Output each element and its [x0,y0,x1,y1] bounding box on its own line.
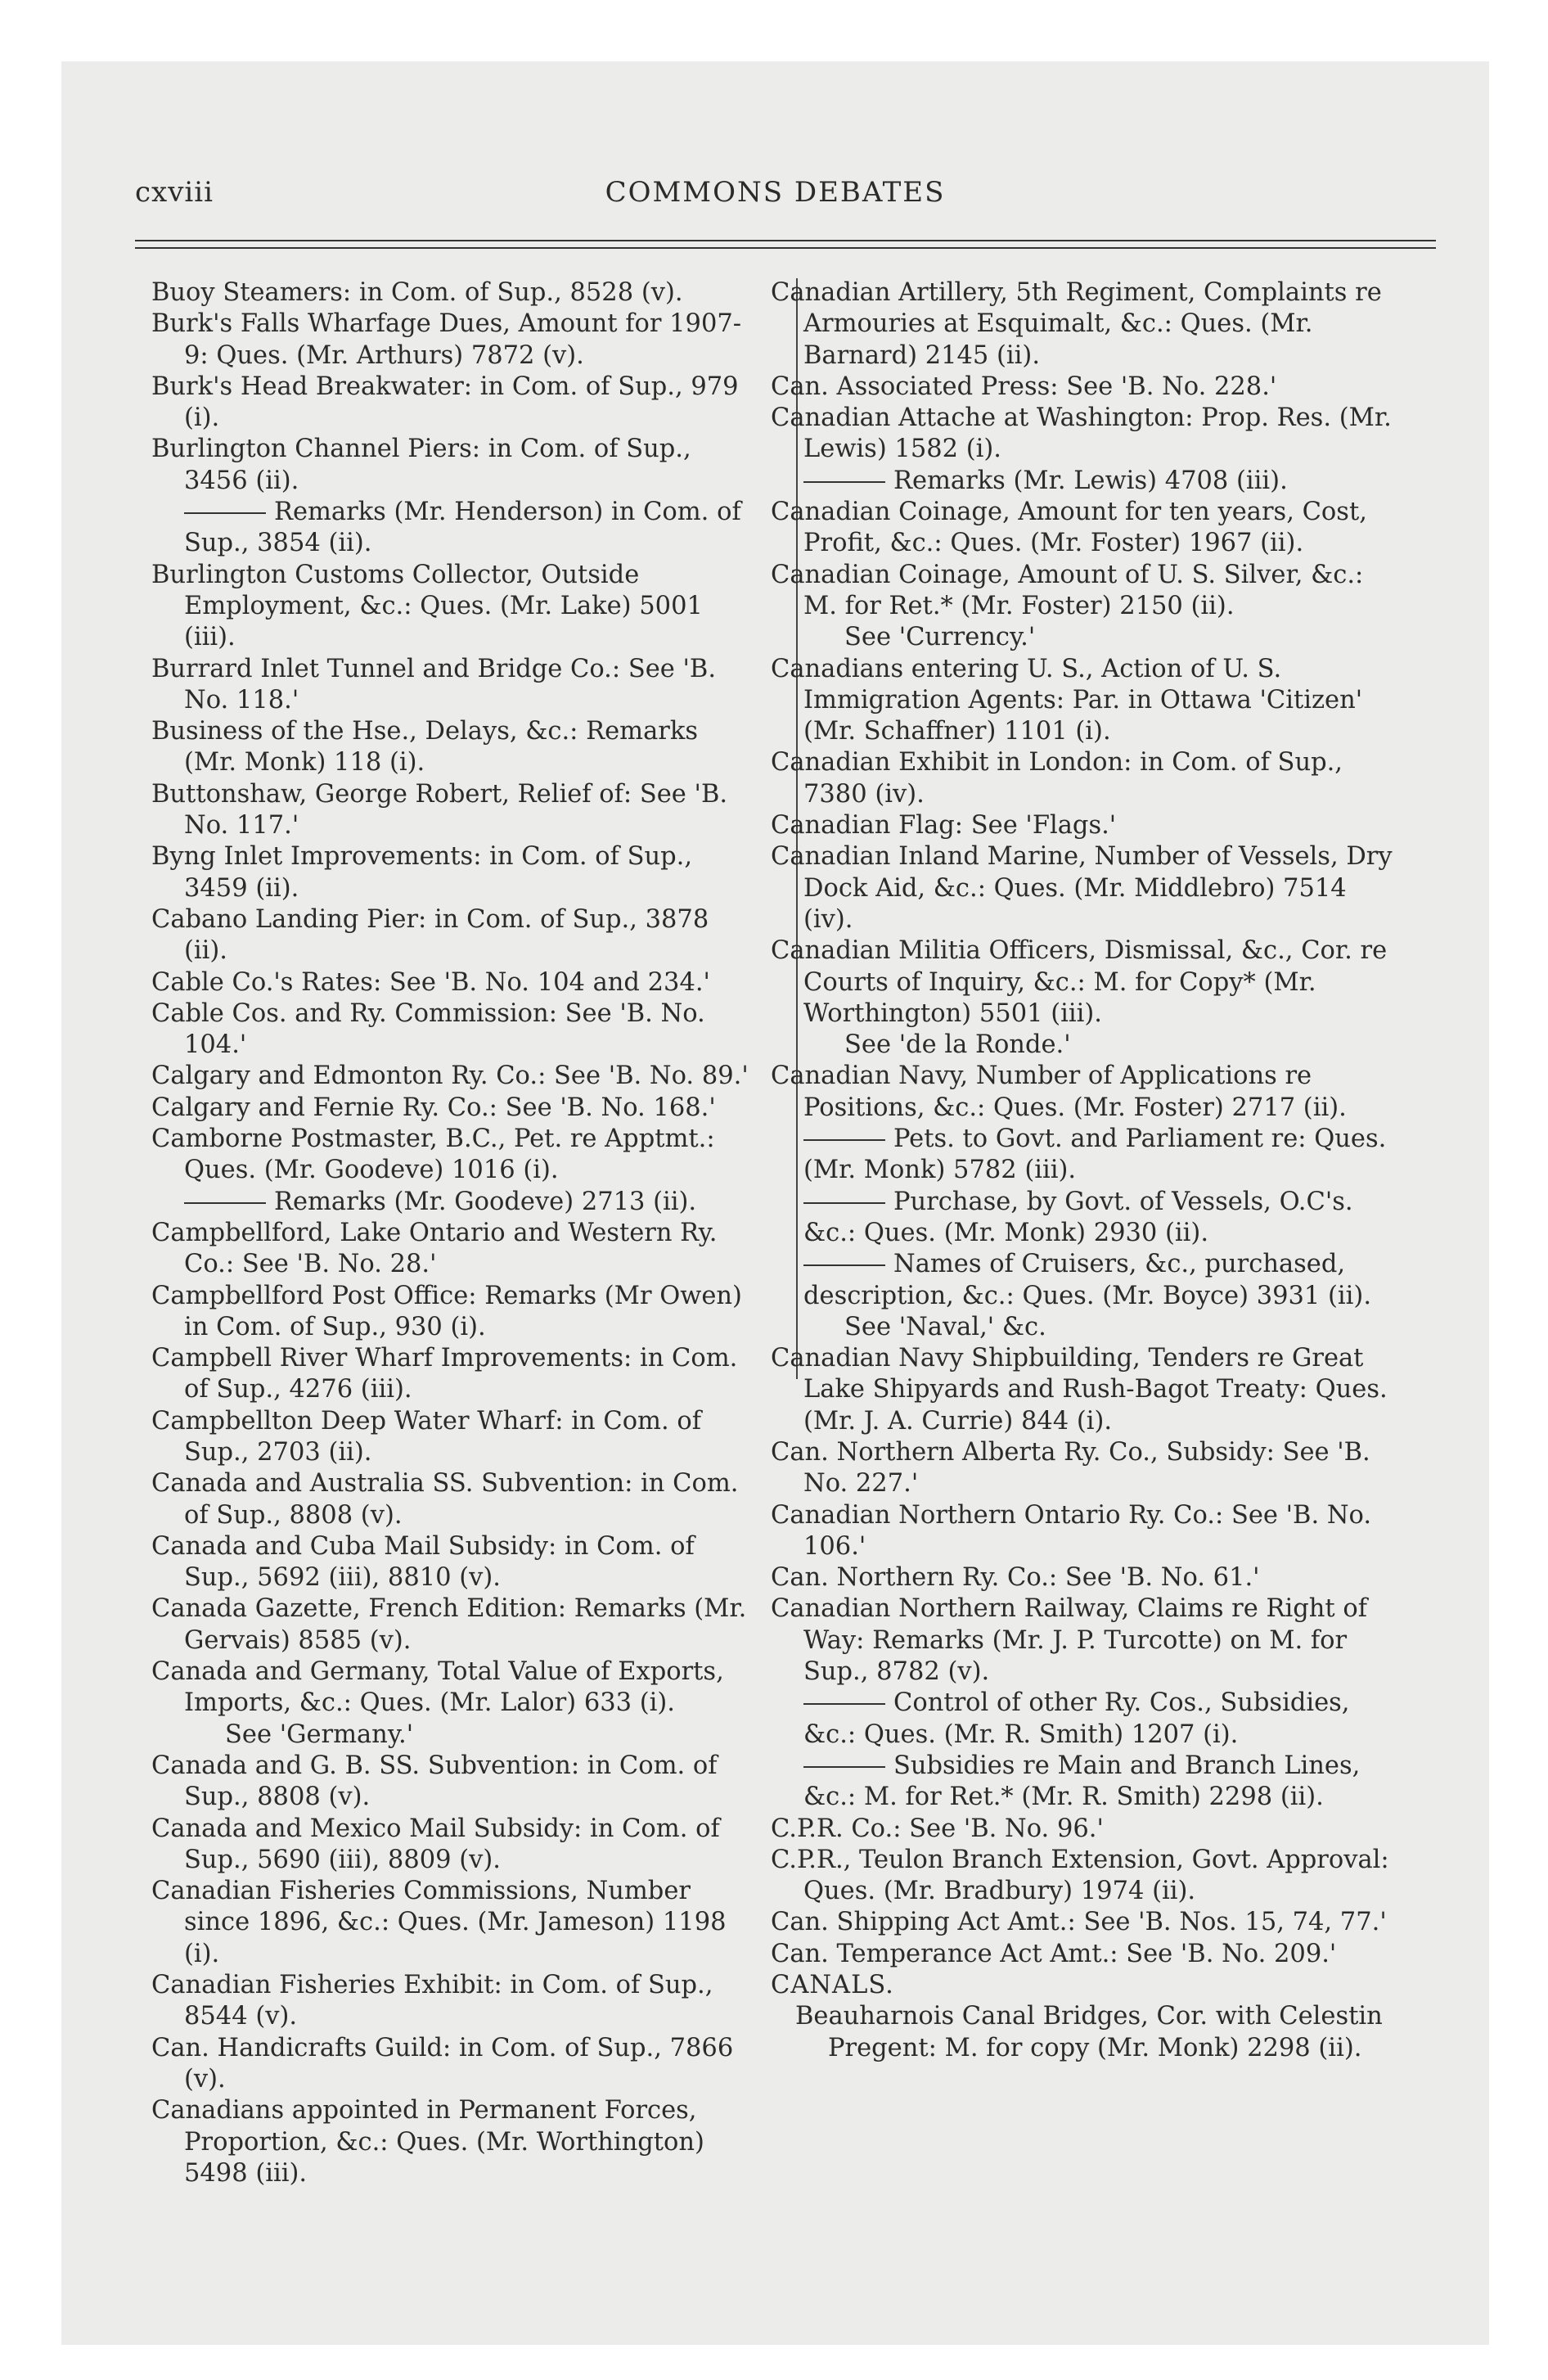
index-entry [151,998,757,1062]
entry-text: Campbellton Deep Water Wharf: in Com. of Sup., 2703 (ii). [151,1406,702,1467]
entry-text: CANALS. [771,1971,894,2000]
index-entry [771,1343,1393,1437]
entry-text: Canadian Northern Ontario Ry. Co.: See 'B. No. 106.' [771,1500,1372,1561]
entry-text: Canadian Navy Shipbuilding, Tenders re Great Lake Shipyards and Rush-Bagot Treaty: Ques. (Mr. J. A. Currie) 844 (i). [771,1344,1388,1436]
entry-text: Remarks (Mr. Henderson) in Com. of Sup., 3854 (ii). [184,498,741,558]
entry-text: Canadian Inland Marine, Number of Vessels, Dry Dock Aid, &c.: Ques. (Mr. Middlebro) 7514 (iv). [771,842,1393,934]
ditto-dash [803,1766,885,1768]
index-entry [771,935,1393,1030]
entry-text: Purchase, by Govt. of Vessels, O.C's. &c.: Ques. (Mr. Monk) 2930 (ii). [803,1187,1353,1247]
ditto-dash [803,1139,885,1141]
index-entry [151,1970,757,2033]
index-entry [771,1814,1393,1845]
entry-text: Can. Handicrafts Guild: in Com. of Sup., 7866 (v). [151,2033,734,2094]
index-subentry [151,1187,757,1218]
index-subentry [771,1688,1393,1751]
entry-text: Canadian Flag: See 'Flags.' [771,811,1117,841]
index-entry [151,277,757,309]
index-entry [151,1751,757,1814]
index-entry [151,309,757,372]
index-subentry [771,1751,1393,1814]
entry-text: Canada and Cuba Mail Subsidy: in Com. of Sup., 5692 (iii), 8810 (v). [151,1531,695,1593]
ditto-dash [803,1703,885,1705]
index-entry [151,434,757,497]
entry-text: Canada and Germany, Total Value of Exports, Imports, &c.: Ques. (Mr. Lalor) 633 (i). [151,1657,724,1718]
entry-text: Names of Cruisers, &c., purchased, description, &c.: Ques. (Mr. Boyce) 3931 (ii). [803,1250,1372,1310]
index-subentry [771,1124,1393,1187]
entry-text: Canada Gazette, French Edition: Remarks (Mr. Gervais) 8585 (v). [151,1594,747,1655]
entry-text: C.P.R., Teulon Branch Extension, Govt. Approval: Ques. (Mr. Bradbury) 1974 (ii). [771,1845,1389,1906]
index-subentry [771,466,1393,497]
entry-text: Canadian Exhibit in London: in Com. of Sup., 7380 (iv). [771,748,1343,809]
entry-text: Pets. to Govt. and Parliament re: Ques. (Mr. Monk) 5782 (iii). [803,1125,1387,1185]
index-entry [771,1907,1393,1938]
index-entry [151,1281,757,1344]
index-entry [151,1093,757,1124]
index-entry [151,1218,757,1281]
index-entry [151,779,757,842]
index-entry [771,654,1393,748]
left-column [151,277,757,2189]
entry-text: Cabano Landing Pier: in Com. of Sup., 3878 (ii). [151,904,709,966]
index-entry [151,1468,757,1531]
entry-text: Can. Associated Press: See 'B. No. 228.' [771,372,1277,401]
index-see-reference [771,1312,1393,1343]
running-title: COMMONS DEBATES [605,176,946,209]
index-entry [771,1939,1393,1970]
entry-text: Cable Co.'s Rates: See 'B. No. 104 and 234.' [151,967,710,997]
entry-text: Remarks (Mr. Goodeve) 2713 (ii). [274,1187,697,1216]
index-entry [151,1061,757,1092]
page-header [61,176,1489,225]
entry-text: Subsidies re Main and Branch Lines, &c.: M. for Ret.* (Mr. R. Smith) 2298 (ii). [803,1751,1361,1812]
header-rule-double [135,247,1436,249]
index-entry [771,1845,1393,1908]
index-see-reference [771,622,1393,653]
index-entry [151,560,757,654]
index-entry [151,1343,757,1406]
index-entry [771,277,1393,372]
ditto-dash [803,1264,885,1266]
index-entry [151,967,757,998]
ditto-dash [184,512,266,514]
index-entry [151,1657,757,1720]
entry-text: Remarks (Mr. Lewis) 4708 (iii). [893,466,1288,495]
index-entry [151,2033,757,2096]
index-entry [771,2001,1393,2064]
index-entry [151,2095,757,2189]
index-entry [151,904,757,967]
entry-text: Beauharnois Canal Bridges, Cor. with Celestin Pregent: M. for copy (Mr. Monk) 2298 (ii). [795,2002,1383,2062]
entry-text: Canadian Fisheries Exhibit: in Com. of Sup., 8544 (v). [151,1971,713,2031]
index-entry [151,1406,757,1469]
page [61,61,1489,2345]
index-heading [771,1970,1393,2001]
index-see-reference [151,1720,757,1751]
entry-text: Can. Northern Alberta Ry. Co., Subsidy: See 'B. No. 227.' [771,1437,1370,1499]
index-entry [771,403,1393,466]
index-subentry [771,1249,1393,1312]
entry-text: Buttonshaw, George Robert, Relief of: See 'B. No. 117.' [151,779,728,841]
index-entry [771,1500,1393,1563]
entry-text: C.P.R. Co.: See 'B. No. 96.' [771,1814,1104,1843]
index-entry [151,1531,757,1594]
index-entry [771,1593,1393,1688]
entry-text: Business of the Hse., Delays, &c.: Remarks (Mr. Monk) 118 (i). [151,717,698,778]
index-subentry [151,497,757,560]
index-entry [771,1562,1393,1593]
entry-text: Canadians appointed in Permanent Forces, Proportion, &c.: Ques. (Mr. Worthington) 5498 (iii). [151,2096,704,2188]
index-entry [151,841,757,904]
index-entry [151,716,757,779]
entry-text: Canadian Attache at Washington: Prop. Res. (Mr. Lewis) 1582 (i). [771,403,1392,464]
index-subentry [771,1187,1393,1250]
index-entry [771,841,1393,935]
entry-text: Byng Inlet Improvements: in Com. of Sup., 3459 (ii). [151,842,693,903]
index-entry [771,560,1393,623]
index-entry [771,372,1393,403]
entry-text: Burrard Inlet Tunnel and Bridge Co.: See 'B. No. 118.' [151,654,717,714]
entry-text: Calgary and Fernie Ry. Co.: See 'B. No. 168.' [151,1093,716,1122]
entry-text: Campbell River Wharf Improvements: in Com. of Sup., 4276 (iii). [151,1344,738,1404]
entry-text: Control of other Ry. Cos., Subsidies, &c.: Ques. (Mr. R. Smith) 1207 (i). [803,1688,1350,1749]
entry-text: Campbellford Post Office: Remarks (Mr Owen) in Com. of Sup., 930 (i). [151,1281,742,1341]
entry-text: Buoy Steamers: in Com. of Sup., 8528 (v). [151,278,683,307]
index-entry [151,372,757,435]
entry-text: Canadian Navy, Number of Applications re Positions, &c.: Ques. (Mr. Foster) 2717 (ii). [771,1062,1347,1122]
index-entry [771,1061,1393,1124]
entry-text: Cable Cos. and Ry. Commission: See 'B. No. 104.' [151,998,705,1060]
right-column [771,277,1393,2064]
entry-text: Burk's Head Breakwater: in Com. of Sup., 979 (i). [151,372,739,433]
index-see-reference [771,1030,1393,1061]
index-entry [151,1124,757,1187]
index-entry [151,1593,757,1657]
entry-text: Burk's Falls Wharfage Dues, Amount for 1907-9: Ques. (Mr. Arthurs) 7872 (v). [151,309,742,370]
ditto-dash [803,481,885,483]
page-number: cxviii [135,176,214,209]
entry-text: Canada and Mexico Mail Subsidy: in Com. of Sup., 5690 (iii), 8809 (v). [151,1814,720,1874]
entry-text: Can. Temperance Act Amt.: See 'B. No. 209.' [771,1939,1337,1968]
entry-text: Burlington Customs Collector, Outside Employment, &c.: Ques. (Mr. Lake) 5001 (iii). [151,560,703,652]
entry-text: Canadian Northern Railway, Claims re Right of Way: Remarks (Mr. J. P. Turcotte) on M. for Sup., 8782 (v). [771,1594,1367,1687]
entry-text: See 'Naval,' &c. [844,1312,1046,1341]
entry-text: Can. Shipping Act Amt.: See 'B. Nos. 15, 74, 77.' [771,1908,1387,1937]
entry-text: Canadian Coinage, Amount for ten years, Cost, Profit, &c.: Ques. (Mr. Foster) 1967 (ii). [771,498,1367,558]
entry-text: See 'de la Ronde.' [844,1030,1071,1060]
entry-text: Camborne Postmaster, B.C., Pet. re Apptmt.: Ques. (Mr. Goodeve) 1016 (i). [151,1125,715,1185]
entry-text: Can. Northern Ry. Co.: See 'B. No. 61.' [771,1563,1260,1593]
index-entry [771,497,1393,560]
entry-text: Canadians entering U. S., Action of U. S. Immigration Agents: Par. in Ottawa 'Citizen' (Mr. Schaffner) 1101 (i). [771,654,1363,746]
entry-text: Canadian Artillery, 5th Regiment, Complaints re Armouries at Esquimalt, &c.: Ques. (Mr. Barnard) 2145 (ii). [771,278,1382,370]
index-entry [771,747,1393,810]
entry-text: Canadian Militia Officers, Dismissal, &c., Cor. re Courts of Inquiry, &c.: M. for Copy* (Mr. Worthington) 5501 (iii). [771,936,1388,1028]
entry-text: Canada and Australia SS. Subvention: in Com. of Sup., 8808 (v). [151,1469,739,1530]
entry-text: See 'Germany.' [225,1720,414,1749]
entry-text: Campbellford, Lake Ontario and Western Ry. Co.: See 'B. No. 28.' [151,1218,718,1279]
ditto-dash [803,1202,885,1204]
ditto-dash [184,1202,266,1204]
entry-text: See 'Currency.' [844,623,1036,652]
entry-text: Canadian Coinage, Amount of U. S. Silver, &c.: M. for Ret.* (Mr. Foster) 2150 (ii). [771,560,1364,620]
entry-text: Burlington Channel Piers: in Com. of Sup., 3456 (ii). [151,435,691,495]
index-entry [151,1876,757,1970]
header-rule [135,240,1436,241]
entry-text: Canada and G. B. SS. Subvention: in Com. of Sup., 8808 (v). [151,1751,718,1812]
entry-text: Canadian Fisheries Commissions, Number since 1896, &c.: Ques. (Mr. Jameson) 1198 (i). [151,1877,727,1968]
index-entry [151,654,757,717]
index-entry [151,1814,757,1877]
index-entry [771,1437,1393,1500]
index-entry [771,810,1393,841]
entry-text: Calgary and Edmonton Ry. Co.: See 'B. No. 89.' [151,1062,749,1091]
